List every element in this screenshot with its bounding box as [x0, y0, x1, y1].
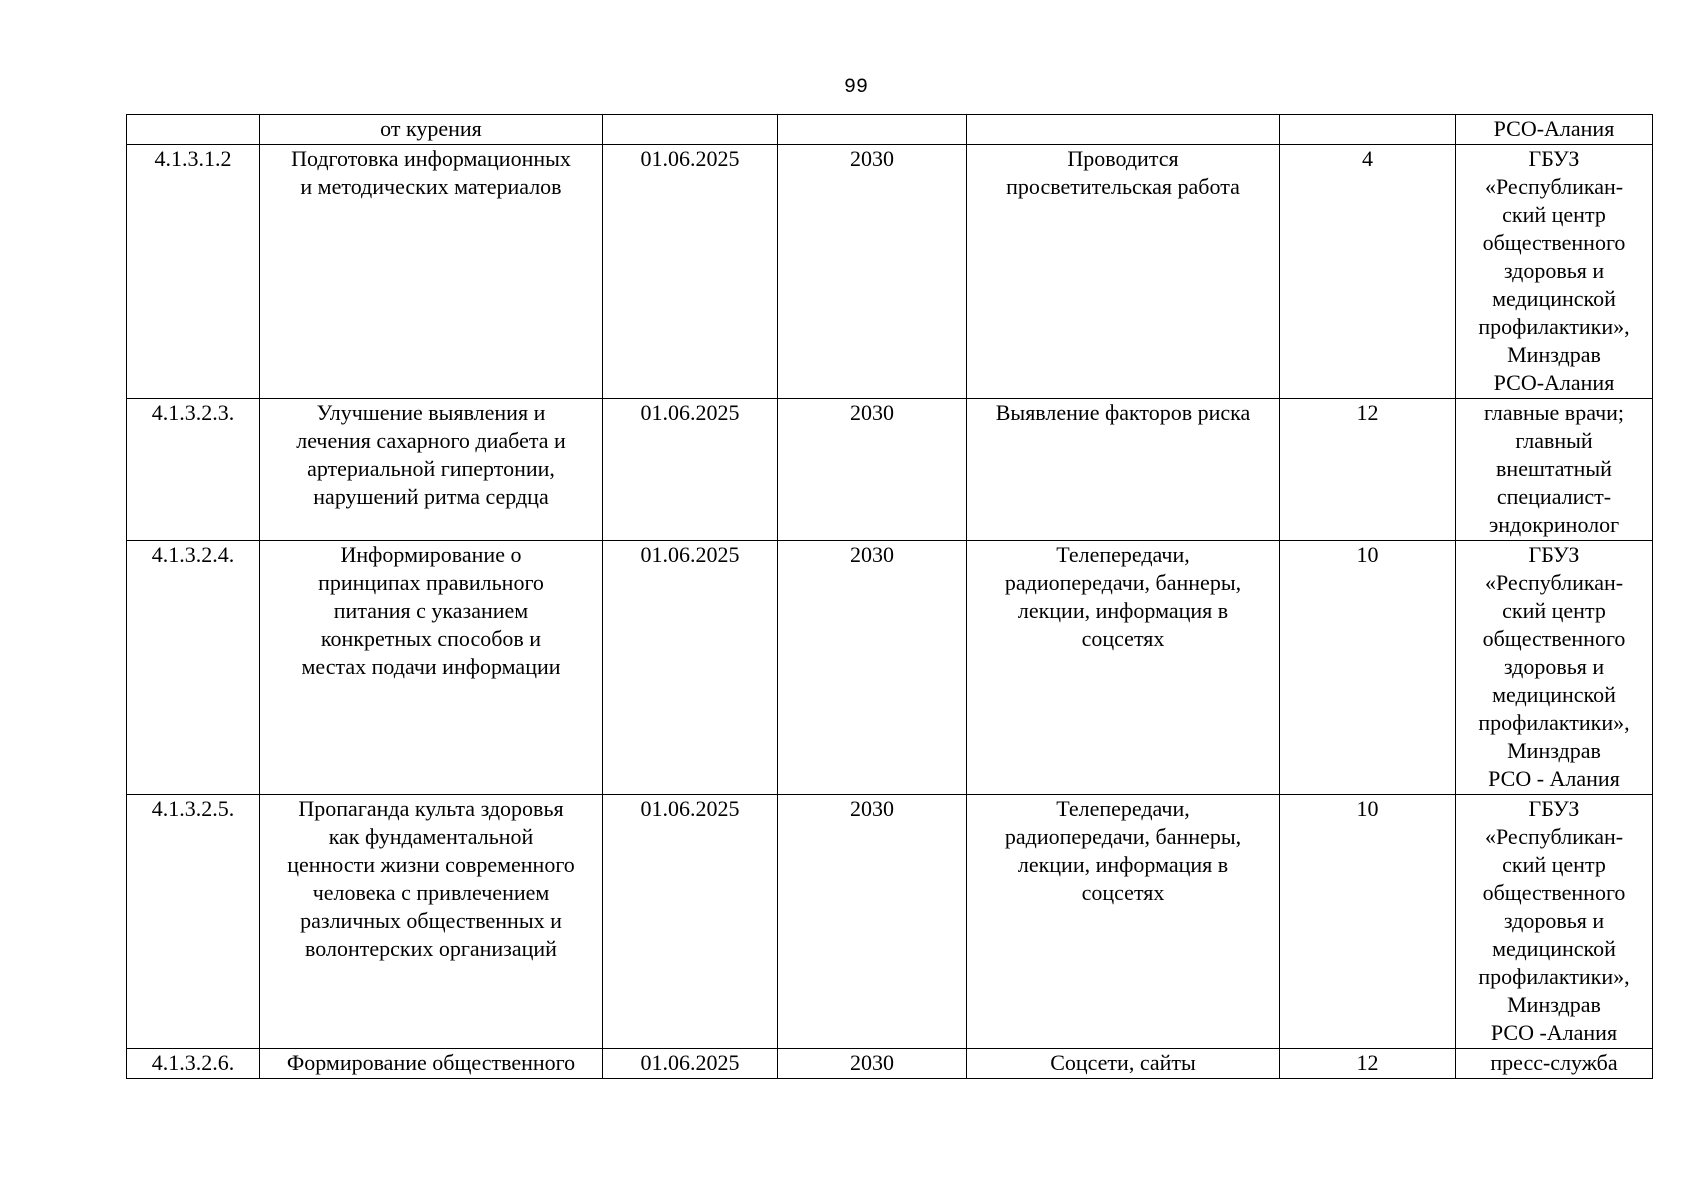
action-cell [260, 541, 603, 795]
value-cell [1280, 795, 1456, 1049]
result-line: лекции, информация в [1017, 852, 1229, 877]
action-line: принципах правильного [318, 570, 544, 595]
value-cell [1280, 541, 1456, 795]
action-line: Подготовка информационных [291, 146, 571, 171]
action-line: как фундаментальной [328, 824, 534, 849]
row-number-cell [127, 541, 260, 795]
responsible-line: «Республикан- [1484, 570, 1624, 595]
responsible-line: здоровья и [1503, 908, 1605, 933]
responsible-line: РСО-Алания [1493, 370, 1615, 395]
end-year-cell [778, 541, 967, 795]
action-cell [260, 145, 603, 399]
action-line: от курения [380, 116, 482, 141]
result-line: соцсетях [1081, 626, 1165, 651]
responsible-line: общественного [1482, 880, 1626, 905]
result-cell [967, 795, 1280, 1049]
row-number-text: 4.1.3.2.4. [151, 542, 235, 567]
start-date-cell [603, 399, 778, 541]
result-line: соцсетях [1081, 880, 1165, 905]
action-cell [260, 115, 603, 145]
start-date-text: 01.06.2025 [640, 796, 740, 821]
result-cell [967, 145, 1280, 399]
end-year-text: 2030 [850, 542, 894, 567]
responsible-line: ский центр [1502, 852, 1606, 877]
value-cell [1280, 145, 1456, 399]
start-date-cell [603, 145, 778, 399]
action-line: и методических материалов [300, 174, 562, 199]
responsible-line: РСО - Алания [1488, 766, 1620, 791]
responsible-line: общественного [1482, 626, 1626, 651]
value-text: 10 [1356, 542, 1379, 567]
plan-table [126, 114, 1653, 1079]
responsible-line: здоровья и [1503, 654, 1605, 679]
plan-table-body [127, 115, 1653, 1079]
result-cell [967, 1049, 1280, 1079]
responsible-line: внештатный [1496, 456, 1612, 481]
end-year-cell [778, 145, 967, 399]
end-year-text: 2030 [850, 400, 894, 425]
start-date-text: 01.06.2025 [640, 542, 740, 567]
end-year-text: 2030 [850, 1050, 894, 1075]
responsible-line: ГБУЗ [1528, 796, 1580, 821]
row-number-text: 4.1.3.2.6. [151, 1050, 235, 1075]
result-line: Проводится [1067, 146, 1179, 171]
action-line: различных общественных и [300, 908, 562, 933]
responsible-line: медицинской [1492, 936, 1616, 961]
start-date-cell [603, 541, 778, 795]
responsible-line: Минздрав [1507, 342, 1601, 367]
responsible-line: Минздрав [1507, 738, 1601, 763]
result-line: радиопередачи, баннеры, [1004, 824, 1242, 849]
result-line: Соцсети, сайты [1050, 1050, 1196, 1075]
responsible-line: эндокринолог [1488, 512, 1620, 537]
end-year-text: 2030 [850, 796, 894, 821]
result-cell [967, 115, 1280, 145]
table-row [127, 1049, 1653, 1079]
responsible-cell [1456, 541, 1653, 795]
row-number-cell [127, 115, 260, 145]
action-cell [260, 399, 603, 541]
result-cell [967, 541, 1280, 795]
action-line: нарушений ритма сердца [313, 484, 549, 509]
row-number-cell [127, 145, 260, 399]
responsible-cell [1456, 1049, 1653, 1079]
row-number-cell [127, 399, 260, 541]
start-date-text: 01.06.2025 [640, 146, 740, 171]
action-line: лечения сахарного диабета и [296, 428, 566, 453]
start-date-cell [603, 115, 778, 145]
row-number-cell [127, 1049, 260, 1079]
responsible-line: профилактики», [1478, 964, 1630, 989]
result-line: радиопередачи, баннеры, [1004, 570, 1242, 595]
action-line: человека с привлечением [312, 880, 550, 905]
action-line: Формирование общественного [286, 1050, 576, 1075]
responsible-line: главный [1515, 428, 1593, 453]
responsible-line: ский центр [1502, 202, 1606, 227]
value-cell [1280, 1049, 1456, 1079]
table-row [127, 541, 1653, 795]
responsible-cell [1456, 795, 1653, 1049]
action-line: артериальной гипертонии, [307, 456, 555, 481]
result-line: Телепередачи, [1056, 796, 1190, 821]
table-row [127, 399, 1653, 541]
end-year-cell [778, 795, 967, 1049]
action-line: ценности жизни современного [287, 852, 575, 877]
result-line: Выявление факторов риска [995, 400, 1251, 425]
table-row [127, 145, 1653, 399]
result-cell [967, 399, 1280, 541]
action-line: питания с указанием [333, 598, 529, 623]
responsible-line: РСО-Алания [1493, 116, 1615, 141]
responsible-line: пресс-служба [1490, 1050, 1618, 1075]
responsible-line: общественного [1482, 230, 1626, 255]
row-number-text: 4.1.3.2.3. [151, 400, 235, 425]
action-cell [260, 1049, 603, 1079]
responsible-line: медицинской [1492, 286, 1616, 311]
responsible-line: профилактики», [1478, 710, 1630, 735]
result-line: Телепередачи, [1056, 542, 1190, 567]
end-year-text: 2030 [850, 146, 894, 171]
responsible-cell [1456, 399, 1653, 541]
action-line: волонтерских организаций [305, 936, 557, 961]
value-text: 10 [1356, 796, 1379, 821]
row-number-text: 4.1.3.1.2 [154, 146, 232, 171]
responsible-line: профилактики», [1478, 314, 1630, 339]
value-text: 12 [1356, 1050, 1379, 1075]
responsible-line: Минздрав [1507, 992, 1601, 1017]
table-row [127, 795, 1653, 1049]
start-date-cell [603, 795, 778, 1049]
table-row [127, 115, 1653, 145]
action-line: Улучшение выявления и [316, 400, 546, 425]
responsible-line: специалист- [1496, 484, 1612, 509]
start-date-text: 01.06.2025 [640, 1050, 740, 1075]
page-number: 99 [843, 76, 868, 99]
start-date-cell [603, 1049, 778, 1079]
start-date-text: 01.06.2025 [640, 400, 740, 425]
responsible-line: медицинской [1492, 682, 1616, 707]
action-line: Пропаганда культа здоровья [298, 796, 564, 821]
responsible-line: «Республикан- [1484, 824, 1624, 849]
end-year-cell [778, 115, 967, 145]
end-year-cell [778, 399, 967, 541]
responsible-line: ский центр [1502, 598, 1606, 623]
responsible-cell [1456, 145, 1653, 399]
action-cell [260, 795, 603, 1049]
responsible-cell [1456, 115, 1653, 145]
result-line: лекции, информация в [1017, 598, 1229, 623]
value-text: 12 [1356, 400, 1379, 425]
row-number-text: 4.1.3.2.5. [151, 796, 235, 821]
action-line: конкретных способов и [320, 626, 542, 651]
responsible-line: главные врачи; [1483, 400, 1625, 425]
responsible-line: ГБУЗ [1528, 146, 1580, 171]
row-number-cell [127, 795, 260, 1049]
value-cell [1280, 399, 1456, 541]
responsible-line: ГБУЗ [1528, 542, 1580, 567]
result-line: просветительская работа [1006, 174, 1240, 199]
end-year-cell [778, 1049, 967, 1079]
value-text: 4 [1362, 146, 1373, 171]
value-cell [1280, 115, 1456, 145]
action-line: Информирование о [340, 542, 522, 567]
responsible-line: здоровья и [1503, 258, 1605, 283]
responsible-line: РСО -Алания [1490, 1020, 1618, 1045]
responsible-line: «Республикан- [1484, 174, 1624, 199]
action-line: местах подачи информации [301, 654, 561, 679]
